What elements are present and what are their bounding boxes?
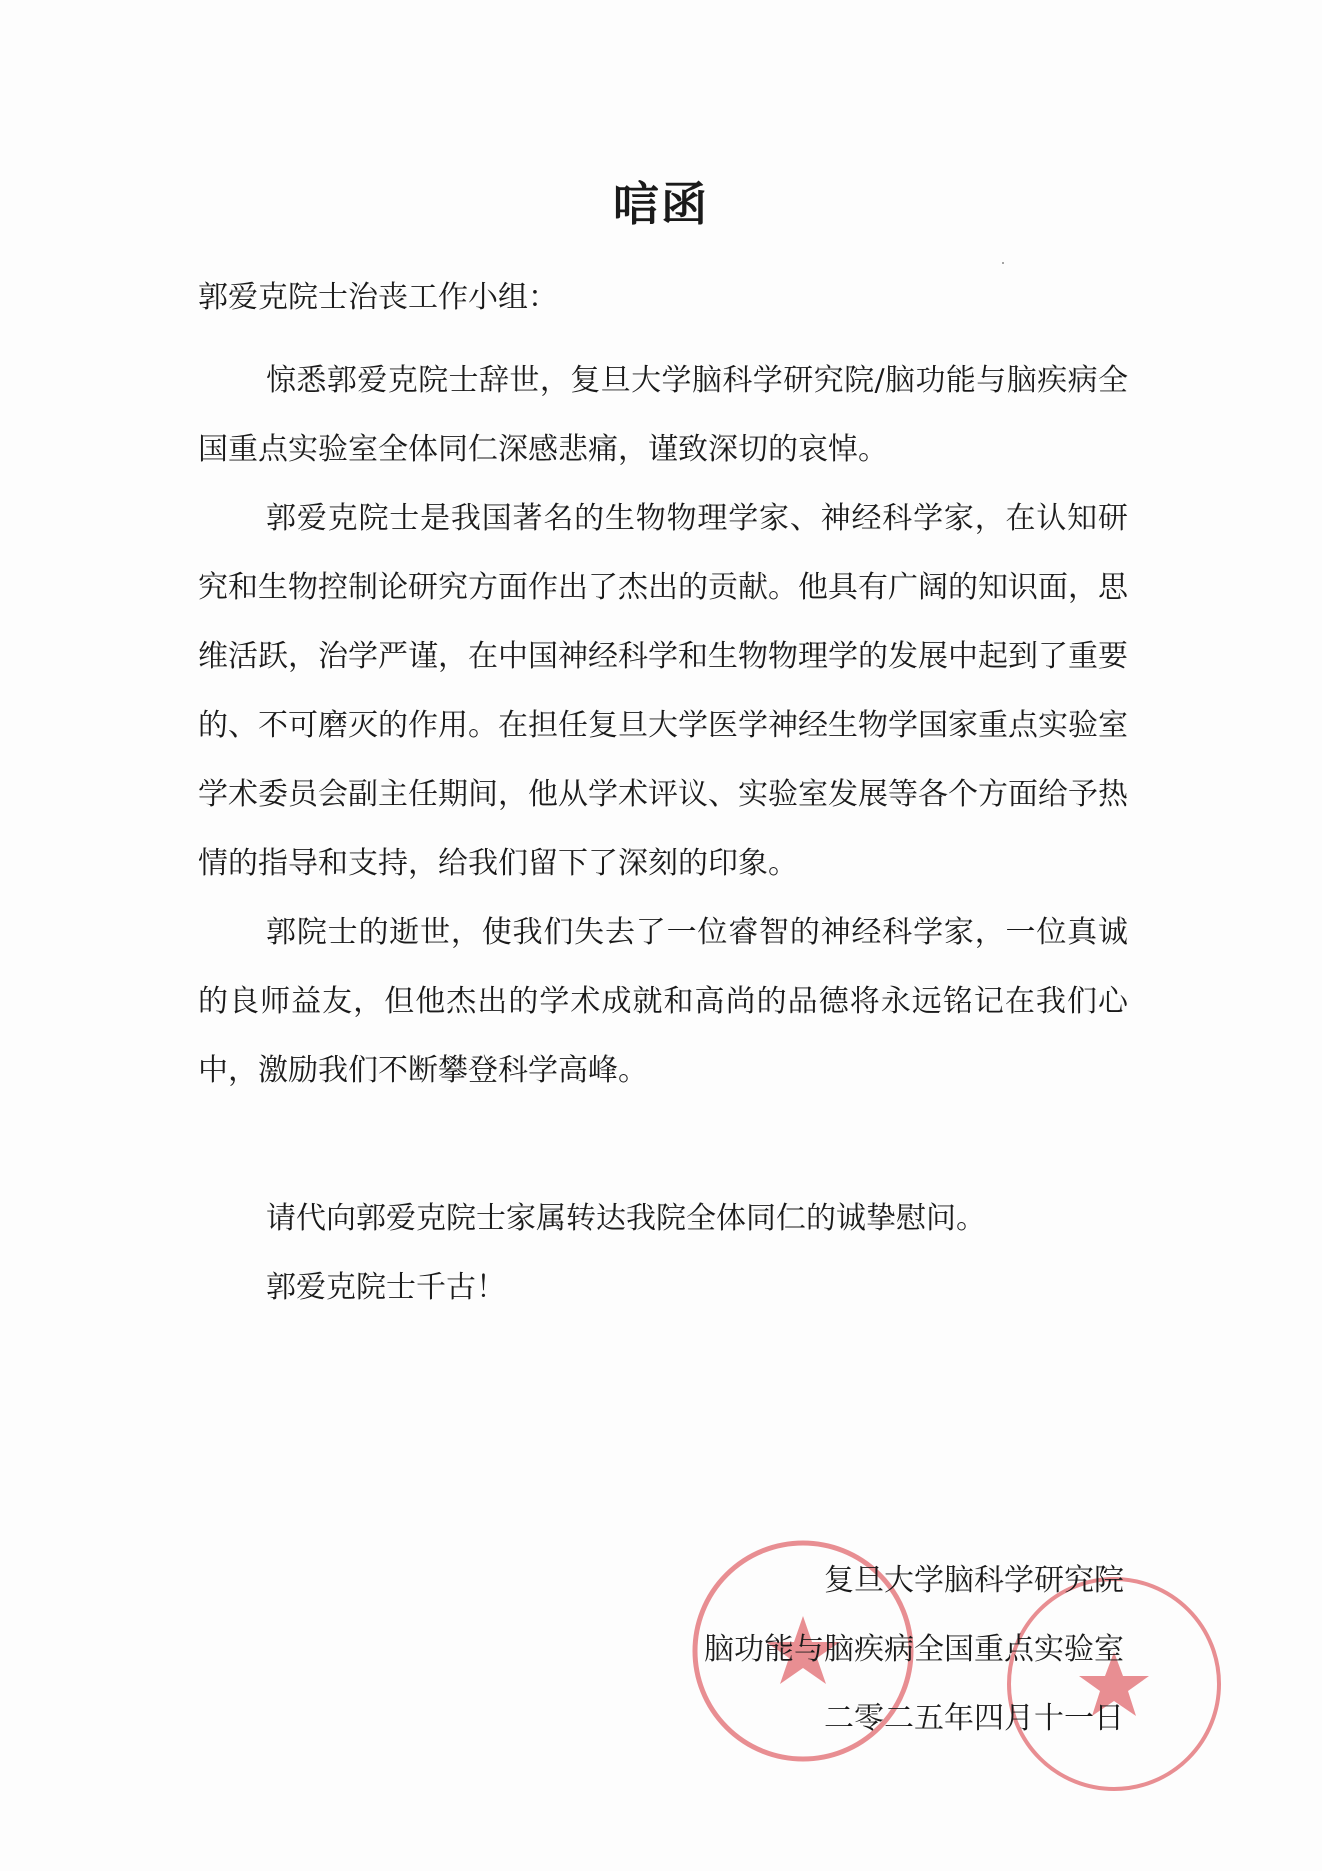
signature-date: 二零二五年四月十一日	[824, 1701, 1124, 1736]
closing-condolence: 请代向郭爱克院士家属转达我院全体同仁的诚挚慰问。	[266, 1201, 986, 1236]
signature-laboratory: 脑功能与脑疾病全国重点实验室	[704, 1632, 1124, 1667]
red-official-seal-icon	[1002, 1572, 1226, 1796]
scan-speck	[1002, 262, 1004, 264]
letter-title: 唁函	[613, 177, 709, 231]
salutation: 郭爱克院士治丧工作小组：	[198, 280, 558, 315]
closing-farewell: 郭爱克院士千古！	[266, 1270, 506, 1305]
paragraph: 郭爱克院士是我国著名的生物物理学家、神经科学家，在认知研究和生物控制论研究方面作出了杰出的贡献。他具有广阔的知识面，思维活跃，治学严谨，在中国神经科学和生物物理学的发展中起到了重要的、不可磨灭的作用。在担任复旦大学医学神经生物学国家重点实验室学术委员会副主任期间，他从学术评议、实验室发展等各个方面给予热情的指导和支持，给我们留下了深刻的印象。	[198, 501, 1128, 881]
paragraph: 郭院士的逝世，使我们失去了一位睿智的神经科学家，一位真诚的良师益友，但他杰出的学术成就和高尚的品德将永远铭记在我们心中，激励我们不断攀登科学高峰。	[198, 915, 1128, 1088]
signature-institute: 复旦大学脑科学研究院	[824, 1563, 1124, 1598]
letter-body	[198, 346, 1128, 1105]
paragraph: 惊悉郭爱克院士辞世，复旦大学脑科学研究院/脑功能与脑疾病全国重点实验室全体同仁深感悲痛，谨致深切的哀悼。	[198, 363, 1128, 467]
